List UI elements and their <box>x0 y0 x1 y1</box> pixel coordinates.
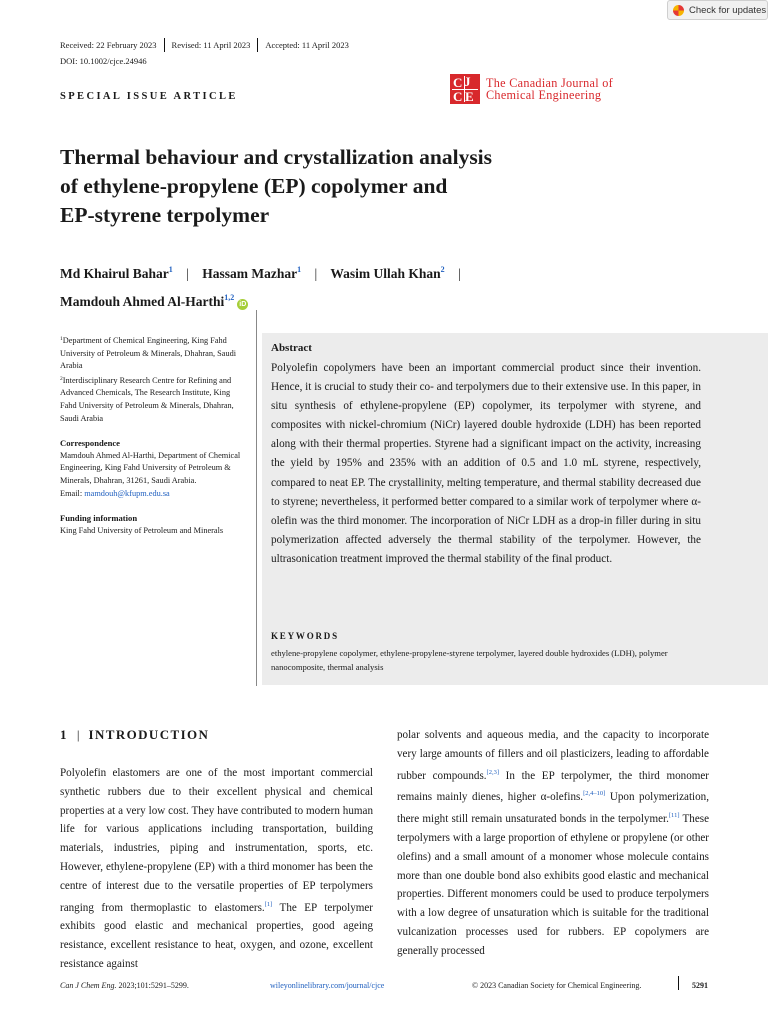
keywords-heading: KEYWORDS <box>271 631 339 641</box>
orcid-icon[interactable]: iD <box>239 301 247 308</box>
article-info-sidebar <box>60 333 242 537</box>
abstract-text: Polyolefin copolymers have been an important commercial product since their invention. Hence, it is crucial to study their co- and terpolymers due to their extensive use. In this paper, in situ synthesis of ethylene-propylene (EP) copolymer, its terpolymer with styrene, and composites with nickel-chromium (NiCr) layered double hydroxide (LDH) has been reported along with their thermal properties. Styrene had a significant impact on the activity, increasing the yield by 195% and 235% with an addition of 0.5 and 1.0 mL styrene, respectively, compared to neat EP. The crystallinity, melting temperature, and thermal stability decreased due to styrene; nevertheless, it performed better compared to a similar work of terpolymer where α-olefin was the third monomer. The incorporation of NiCr LDH as a drop-in filler during in situ polymerization affected adversely the thermal stability of the terpolymer. However, the ultrasonication treatment improved the thermal stability of the final product. <box>271 362 701 565</box>
journal-logo <box>450 74 613 104</box>
journal-name-line2: Chemical Engineering <box>486 88 602 102</box>
section-number: 1 <box>60 727 68 742</box>
citation-link[interactable]: [2,4–10] <box>583 790 606 798</box>
footer-citation: Can J Chem Eng. 2023;101:5291–5299. <box>60 981 189 990</box>
author-name[interactable]: Hassam Mazhar <box>202 266 298 281</box>
body-text-column-1: Polyolefin elastomers are one of the most important commercial synthetic rubbers due to their excellent physical and chemical properties at a very low cost. They have contributed to modern human life for various applications including transportation, building materials, industries, piping and instrumentation, sports, etc. However, ethylene-propylene (EP) with a third monomer has been the centre of interest due to the versatile properties of EP terpolymers ranging from thermoplastic to elastomers.[1] The EP terpolymer exhibits good elastic and mechanical properties, good ageing resistance, excellent resistance to heat, oxygen, and ozone, excellent resistance against <box>60 767 373 970</box>
funding-text: King Fahd University of Petroleum and Minerals <box>60 525 224 535</box>
section-heading-introduction <box>60 727 209 743</box>
title-line-3: EP-styrene terpolymer <box>60 203 270 227</box>
cjce-logo-icon: C J C E <box>450 74 480 104</box>
affiliation: $^2$Interdisciplinary Research Centre for Refining and Advanced Chemicals, The Research Institute, King Fahd University of Petroleum & Minerals, Dhahran, Saudi Arabia <box>60 375 234 423</box>
journal-url-link[interactable]: wileyonlinelibrary.com/journal/cjce <box>270 981 385 990</box>
date-divider <box>257 38 258 52</box>
article-type: SPECIAL ISSUE ARTICLE <box>60 91 238 102</box>
email-link[interactable]: mamdouh@kfupm.edu.sa <box>84 488 170 498</box>
citation-link[interactable]: [2,3] <box>486 768 500 776</box>
author-separator: | <box>457 266 461 281</box>
date-divider <box>164 38 165 52</box>
author-name[interactable]: Mamdouh Ahmed Al-Harthi <box>60 294 225 309</box>
citation-link[interactable]: [1] <box>264 900 273 908</box>
check-for-updates-label: Check for updates <box>689 4 767 16</box>
keywords-text: ethylene-propylene copolymer, ethylene-propylene-styrene terpolymer, layered double hydroxides (LDH), polymer nanocomposite, thermal analysis <box>271 648 668 672</box>
correspondence-heading: Correspondence <box>60 438 120 449</box>
journal-name-line1: The Canadian Journal of <box>486 75 614 90</box>
heading-separator: | <box>76 727 80 742</box>
author-separator: | <box>186 266 189 281</box>
correspondence-text: Mamdouh Ahmed Al-Harthi, Department of Chemical Engineering, King Fahd University of Petroleum & Minerals, Dhahran, 31261, Saudi Arabia. Email: mamdouh@kfupm.edu.sa <box>60 450 241 498</box>
funding-heading: Funding information <box>60 513 138 524</box>
doi: DOI: 10.1002/cjce.24946 <box>60 56 147 66</box>
author-name[interactable]: Wasim Ullah Khan <box>330 266 441 281</box>
footer-copyright: © 2023 Canadian Society for Chemical Engineering. <box>472 981 642 990</box>
author-affiliation-ref[interactable]: 1 <box>297 265 302 274</box>
title-line-1: Thermal behaviour and crystallization analysis <box>60 145 493 169</box>
check-updates-icon <box>673 5 684 16</box>
title-line-2: of ethylene-propylene (EP) copolymer and <box>60 174 448 198</box>
affiliation: $^1$Department of Chemical Engineering, King Fahd University of Petroleum & Minerals, Dhahran, Saudi Arabia <box>60 336 237 371</box>
article-title <box>60 143 620 230</box>
author-affiliation-ref[interactable]: 1 <box>168 265 173 274</box>
page-number: 5291 <box>692 981 708 990</box>
section-title: INTRODUCTION <box>88 727 210 742</box>
article-dates <box>60 38 349 52</box>
author-name[interactable]: Md Khairul Bahar <box>60 266 169 281</box>
check-for-updates-button[interactable] <box>667 0 768 20</box>
column-divider <box>256 310 257 686</box>
body-text-column-2: polar solvents and aqueous media, and the capacity to incorporate very large amounts of fillers and oil plasticizers, leading to affordable rubber compounds.[2,3] In the EP terpolymer, the third monomer remains mainly dienes, higher α-olefins.[2,4–10] Upon polymerization, there might still remain unsaturated bonds in the terpolymer.[11] These terpolymers with a large proportion of ethylene or propylene (or other olefins) and a small amount of a monomer whose molecule contains more than one double bond also exhibits good elastic and mechanical properties. Different monomers could be used to produce terpolymers with a low degree of unsaturation which is suitable for the traditional vulcanization processes used for rubbers. EP copolymers are generally processed <box>397 729 710 957</box>
abstract-heading: Abstract <box>271 342 312 354</box>
revised-date: Revised: 11 April 2023 <box>171 40 251 50</box>
author-affiliation-ref[interactable]: 2 <box>440 265 445 274</box>
received-date: Received: 22 February 2023 <box>60 40 157 50</box>
citation-link[interactable]: [11] <box>668 812 680 820</box>
accepted-date: Accepted: 11 April 2023 <box>265 40 349 50</box>
author-list <box>60 258 680 314</box>
journal-name <box>486 77 613 102</box>
author-affiliation-ref[interactable]: 1,2 <box>224 293 235 302</box>
author-separator: | <box>314 266 318 281</box>
footer-divider <box>678 976 679 990</box>
